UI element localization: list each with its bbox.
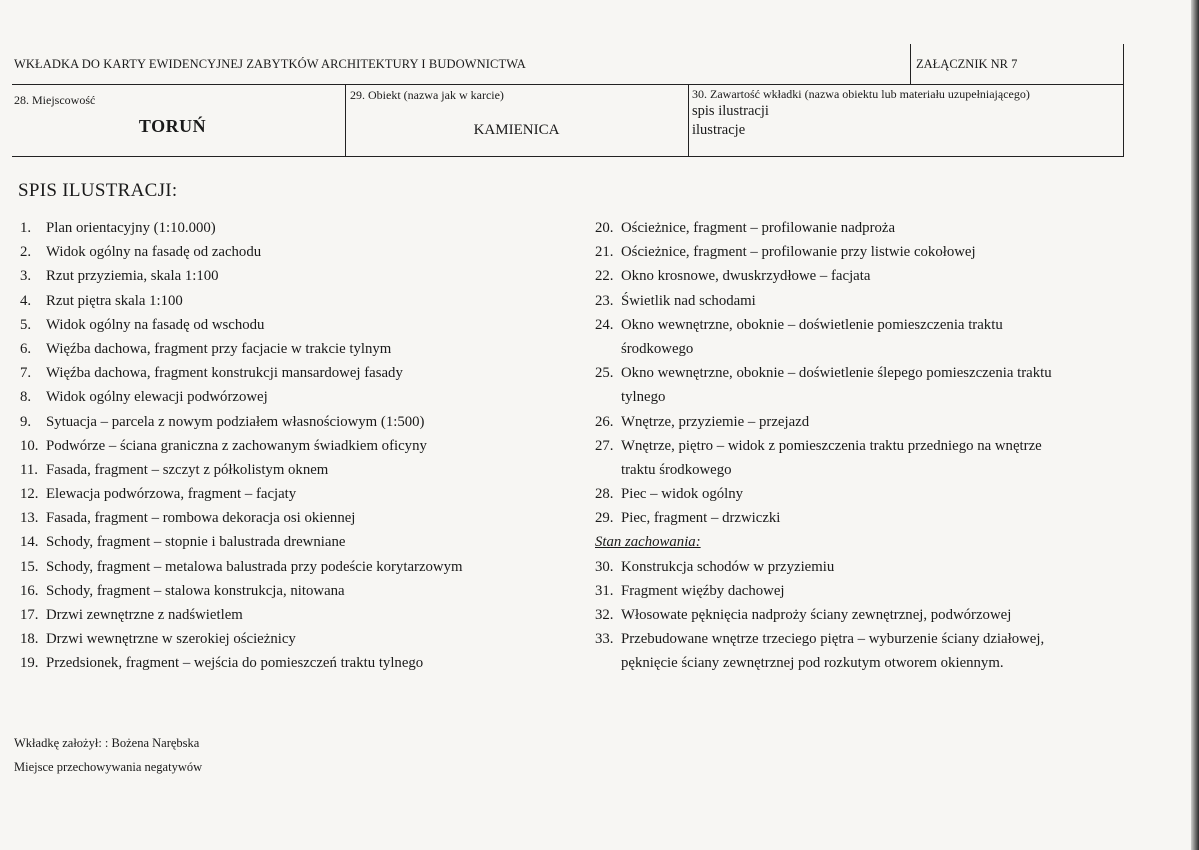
list-item bbox=[595, 627, 1125, 675]
item-number: 1. bbox=[20, 220, 32, 236]
item-text: Sytuacja – parcela z nowym podziałem własnościowym (1:500) bbox=[46, 413, 425, 430]
list-item bbox=[595, 579, 1125, 603]
author-line: Wkładkę założył: : Bożena Narębska bbox=[14, 736, 200, 750]
item-number: 13. bbox=[20, 510, 39, 527]
item-number: 21. bbox=[595, 244, 614, 261]
item-text: Okno wewnętrzne, oboknie – doświetlenie pomieszczenia traktu bbox=[621, 316, 1003, 333]
list-item bbox=[20, 458, 560, 482]
list-item bbox=[20, 240, 560, 264]
list-item bbox=[20, 506, 560, 530]
fields-bottom-rule bbox=[12, 156, 1124, 157]
item-text: Rzut przyziemia, skala 1:100 bbox=[46, 268, 219, 285]
field-divider-1 bbox=[345, 84, 346, 156]
item-text-continued: tylnego bbox=[621, 389, 666, 406]
item-text: Włosowate pęknięcia nadproży ściany zewnętrznej, podwórzowej bbox=[621, 607, 1012, 624]
list-item bbox=[595, 410, 1125, 434]
item-number: 18. bbox=[20, 631, 39, 648]
illustration-list-right bbox=[595, 216, 1125, 676]
item-number: 10. bbox=[20, 437, 39, 454]
item-text: Więźba dachowa, fragment konstrukcji mansardowej fasady bbox=[46, 365, 403, 382]
list-item bbox=[595, 264, 1125, 288]
field-30-label: 30. Zawartość wkładki (nazwa obiektu lub materiału uzupełniającego) bbox=[692, 87, 1030, 101]
item-text: Schody, fragment – stalowa konstrukcja, nitowana bbox=[46, 582, 345, 599]
item-number: 33. bbox=[595, 631, 614, 648]
item-text: Fasada, fragment – rombowa dekoracja osi okiennej bbox=[46, 510, 356, 527]
item-text: Rzut piętra skala 1:100 bbox=[46, 292, 183, 309]
item-text: Przebudowane wnętrze trzeciego piętra – wyburzenie ściany działowej, bbox=[621, 631, 1045, 648]
item-text: Podwórze – ściana graniczna z zachowanym świadkiem oficyny bbox=[46, 437, 427, 454]
list-item bbox=[20, 216, 560, 240]
item-number: 3. bbox=[20, 268, 32, 285]
item-text: Ościeżnice, fragment – profilowanie przy listwie cokołowej bbox=[621, 244, 976, 261]
list-item bbox=[595, 313, 1125, 361]
list-item bbox=[20, 410, 560, 434]
list-item bbox=[20, 627, 560, 651]
item-text: Widok ogólny elewacji podwórzowej bbox=[46, 389, 268, 406]
form-title: WKŁADKA DO KARTY EWIDENCYJNEJ ZABYTKÓW ARCHITEKTURY I BUDOWNICTWA bbox=[14, 57, 526, 71]
item-text-continued: traktu środkowego bbox=[621, 461, 732, 478]
state-heading: Stan zachowania: bbox=[595, 534, 701, 551]
annex-number: ZAŁĄCZNIK NR 7 bbox=[916, 57, 1018, 71]
list-item bbox=[20, 337, 560, 361]
list-item bbox=[20, 361, 560, 385]
item-text: Ościeżnice, fragment – profilowanie nadproża bbox=[621, 220, 896, 236]
item-text: Drzwi zewnętrzne z nadświetlem bbox=[46, 607, 243, 623]
item-number: 2. bbox=[20, 244, 32, 261]
item-text: Wnętrze, przyziemie – przejazd bbox=[621, 413, 810, 430]
list-item bbox=[20, 603, 560, 627]
item-text: Okno krosnowe, dwuskrzydłowe – facjata bbox=[621, 268, 871, 285]
item-number: 16. bbox=[20, 582, 39, 599]
item-number: 8. bbox=[20, 389, 32, 406]
item-text: Fragment więźby dachowej bbox=[621, 582, 785, 599]
field-30-value-2: ilustracje bbox=[692, 122, 746, 138]
item-number: 26. bbox=[595, 413, 614, 430]
item-text-continued: pęknięcie ściany zewnętrznej pod rozkutym otworem okiennym. bbox=[621, 655, 1004, 672]
list-item bbox=[20, 530, 560, 554]
item-number: 31. bbox=[595, 582, 614, 599]
item-number: 32. bbox=[595, 607, 614, 624]
header-right-border bbox=[1123, 44, 1124, 156]
item-number: 19. bbox=[20, 655, 39, 672]
item-text: Konstrukcja schodów w przyziemiu bbox=[621, 558, 835, 575]
item-text: Piec – widok ogólny bbox=[621, 486, 744, 503]
annex-divider bbox=[910, 44, 911, 84]
negatives-location: Miejsce przechowywania negatywów bbox=[14, 760, 203, 774]
item-number: 9. bbox=[20, 413, 32, 430]
item-number: 27. bbox=[595, 437, 614, 454]
list-item bbox=[595, 289, 1125, 313]
item-text: Przedsionek, fragment – wejścia do pomieszczeń traktu tylnego bbox=[46, 655, 424, 672]
list-item bbox=[595, 555, 1125, 579]
list-item bbox=[20, 579, 560, 603]
item-text: Świetlik nad schodami bbox=[621, 292, 756, 309]
list-item bbox=[20, 313, 560, 337]
item-text: Fasada, fragment – szczyt z półkolistym oknem bbox=[46, 461, 329, 478]
item-number: 25. bbox=[595, 365, 614, 382]
item-text-continued: środkowego bbox=[621, 340, 694, 357]
list-item bbox=[595, 216, 1125, 240]
item-number: 14. bbox=[20, 534, 39, 551]
list-item bbox=[20, 482, 560, 506]
scan-edge bbox=[1191, 0, 1199, 850]
field-29-label: 29. Obiekt (nazwa jak w karcie) bbox=[350, 88, 504, 102]
list-item bbox=[595, 434, 1125, 482]
item-number: 29. bbox=[595, 510, 614, 527]
list-item bbox=[20, 264, 560, 288]
item-number: 20. bbox=[595, 220, 614, 236]
item-number: 23. bbox=[595, 292, 614, 309]
field-30-value-1: spis ilustracji bbox=[692, 103, 769, 119]
item-number: 15. bbox=[20, 558, 39, 575]
item-text: Drzwi wewnętrzne w szerokiej ościeżnicy bbox=[46, 631, 296, 648]
item-number: 4. bbox=[20, 292, 32, 309]
item-number: 30. bbox=[595, 558, 614, 575]
item-text: Plan orientacyjny (1:10.000) bbox=[46, 220, 216, 236]
list-item bbox=[20, 434, 560, 458]
list-item bbox=[20, 651, 560, 675]
item-number: 6. bbox=[20, 340, 32, 357]
item-number: 7. bbox=[20, 365, 32, 382]
item-text: Wnętrze, piętro – widok z pomieszczenia traktu przedniego na wnętrze bbox=[621, 437, 1042, 454]
header-bottom-rule bbox=[12, 84, 1124, 85]
item-text: Widok ogólny na fasadę od zachodu bbox=[46, 244, 262, 261]
item-text: Więźba dachowa, fragment przy facjacie w trakcie tylnym bbox=[46, 340, 392, 357]
item-number: 12. bbox=[20, 486, 39, 503]
field-29-value: KAMIENICA bbox=[473, 122, 560, 138]
item-number: 5. bbox=[20, 316, 32, 333]
list-item bbox=[595, 603, 1125, 627]
item-text: Schody, fragment – stopnie i balustrada drewniane bbox=[46, 534, 346, 551]
item-number: 11. bbox=[20, 461, 38, 478]
illustration-list-left bbox=[20, 216, 560, 676]
list-item bbox=[20, 385, 560, 409]
field-28-value: TORUŃ bbox=[138, 116, 207, 136]
field-divider-2 bbox=[688, 84, 689, 156]
item-number: 24. bbox=[595, 316, 614, 333]
list-item bbox=[20, 555, 560, 579]
item-number: 22. bbox=[595, 268, 614, 285]
item-number: 28. bbox=[595, 486, 614, 503]
item-text: Okno wewnętrzne, oboknie – doświetlenie ślepego pomieszczenia traktu bbox=[621, 365, 1052, 382]
field-28-label: 28. Miejscowość bbox=[14, 93, 96, 107]
item-text: Piec, fragment – drzwiczki bbox=[621, 510, 781, 527]
list-item bbox=[595, 506, 1125, 530]
list-item bbox=[20, 289, 560, 313]
item-text: Schody, fragment – metalowa balustrada przy podeście korytarzowym bbox=[46, 558, 463, 575]
list-item bbox=[595, 240, 1125, 264]
list-item bbox=[595, 361, 1125, 409]
item-text: Widok ogólny na fasadę od wschodu bbox=[46, 316, 265, 333]
item-text: Elewacja podwórzowa, fragment – facjaty bbox=[46, 486, 297, 503]
item-number: 17. bbox=[20, 607, 39, 623]
list-item bbox=[595, 482, 1125, 506]
section-title: SPIS ILUSTRACJI: bbox=[18, 180, 178, 201]
